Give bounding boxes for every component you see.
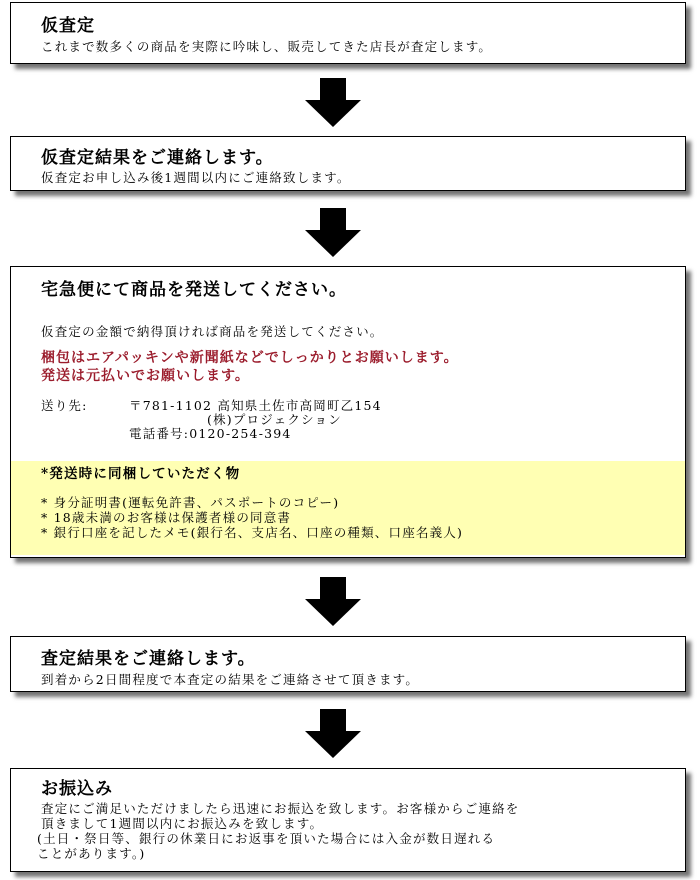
step-title: お振込み bbox=[41, 779, 113, 799]
payment-description: 頂きまして1週間以内にお振込みを致します。 bbox=[41, 816, 324, 831]
address-line: 〒781-1102 高知県土佐市高岡町乙154 bbox=[129, 398, 382, 413]
down-arrow-icon bbox=[303, 78, 363, 128]
company-name: (株)プロジェクション bbox=[207, 412, 342, 427]
step-description: 到着から2日間程度で本査定の結果をご連絡させて頂きます。 bbox=[41, 672, 420, 687]
ship-intro: 仮査定の金額で納得頂ければ商品を発送してください。 bbox=[41, 324, 384, 339]
enclosure-item: * 銀行口座を記したメモ(銀行名、支店名、口座の種類、口座名義人) bbox=[41, 525, 464, 540]
step-title: 査定結果をご連絡します。 bbox=[41, 649, 256, 669]
step-title: 宅急便にて商品を発送してください。 bbox=[41, 280, 347, 300]
payment-note: (土日・祭日等、銀行の休業日にお返事を頂いた場合には入金が数日遅れる bbox=[37, 831, 496, 846]
step-description: これまで数多くの商品を実際に吟味し、販売してきた店長が査定します。 bbox=[41, 39, 493, 54]
step-title: 仮査定 bbox=[41, 16, 95, 36]
step-payment bbox=[10, 768, 686, 872]
step-ship-goods bbox=[10, 266, 686, 558]
address-label: 送り先: bbox=[41, 398, 88, 413]
packing-notice: 梱包はエアパッキンや新聞紙などでしっかりとお願いします。 bbox=[41, 350, 459, 366]
down-arrow-icon bbox=[303, 208, 363, 258]
enclosure-item: * 18歳未満のお客様は保護者様の同意書 bbox=[41, 510, 292, 525]
enclosures-heading: *発送時に同梱していただく物 bbox=[41, 466, 241, 482]
enclosure-item: * 身分証明書(運転免許書、パスポートのコピー) bbox=[41, 495, 340, 510]
down-arrow-icon bbox=[303, 577, 363, 627]
step-provisional-appraisal bbox=[10, 2, 686, 64]
step-description: 仮査定お申し込み後1週間以内にご連絡致します。 bbox=[41, 170, 351, 185]
shipping-fee-notice: 発送は元払いでお願いします。 bbox=[41, 368, 250, 384]
step-final-result bbox=[10, 636, 686, 692]
enclosures-panel bbox=[11, 461, 685, 555]
payment-note: ことがあります。) bbox=[37, 846, 146, 861]
down-arrow-icon bbox=[303, 709, 363, 759]
phone-number: 電話番号:0120-254-394 bbox=[129, 426, 292, 441]
step-title: 仮査定結果をご連絡します。 bbox=[41, 148, 274, 168]
payment-description: 査定にご満足いただけましたら迅速にお振込を致します。お客様からご連絡を bbox=[41, 801, 520, 816]
step-provisional-result bbox=[10, 136, 686, 191]
